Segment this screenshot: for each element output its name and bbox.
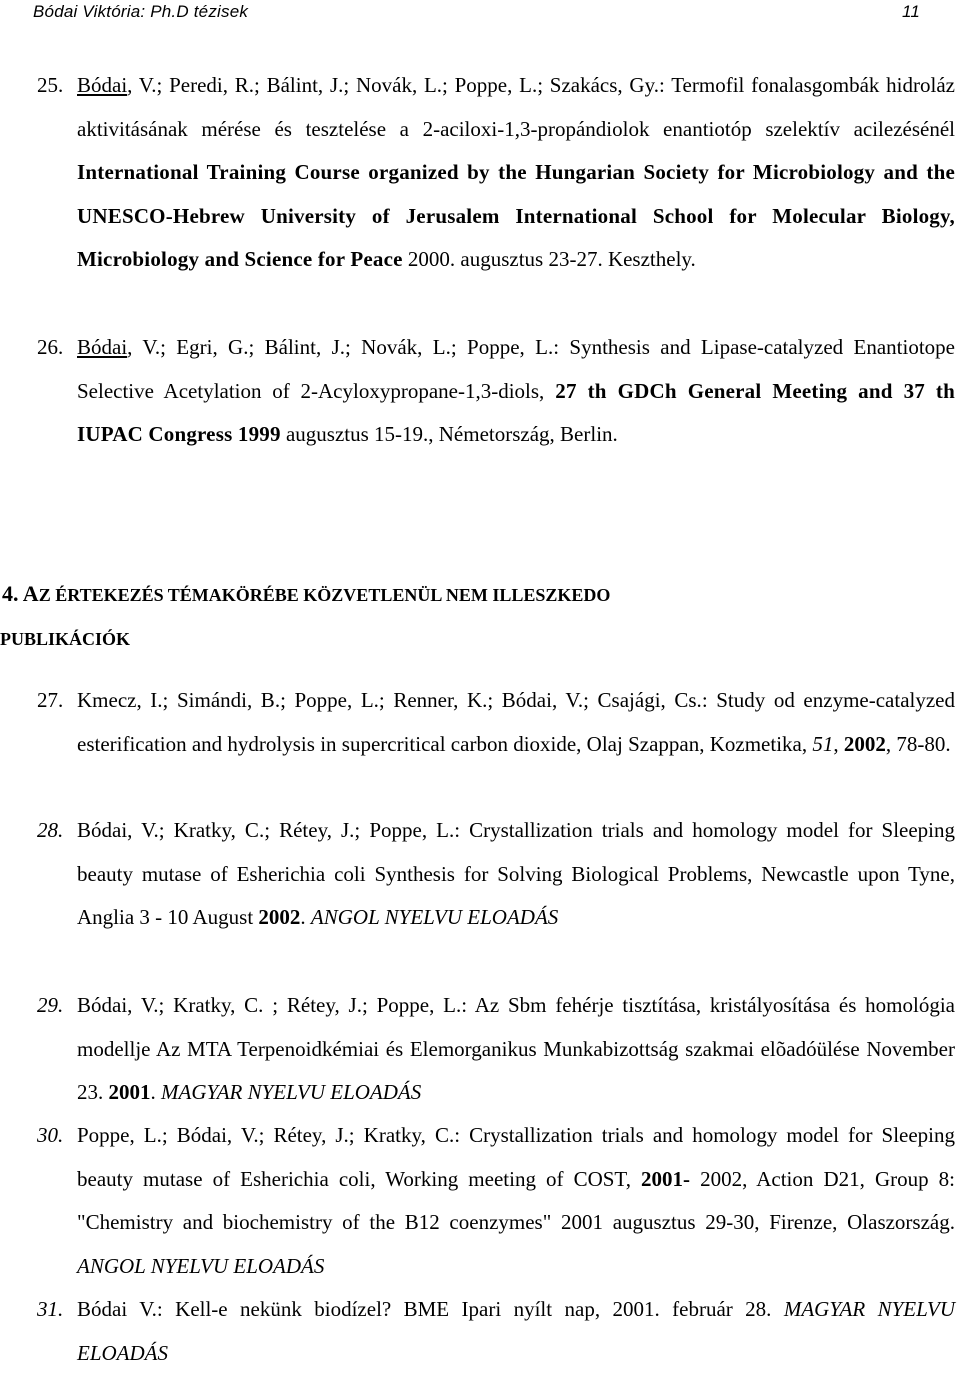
authors: , V.; Peredi, R.; Bálint, J.; Novák, L.; Poppe, L.; Szakács, Gy. — [127, 73, 659, 97]
entry-text: : Az Sbm fehérje tisztítása, kristályosítása és homológia modellje Az MTA Terpenoidkémiai és Elemorganikus Munkabizottság szakmai elõadóülése November 23. — [77, 993, 955, 1104]
entry-title: : Termofil fonalasgombák hidroláz aktivitásának mérése és tesztelése a 2-aciloxi-1,3-propándiolok enantiotóp szelektív acilezésénél — [77, 73, 955, 141]
authors: Bódai V. — [77, 1297, 157, 1321]
entry-title: : Synthesis and Lipase-catalyzed Enantiotope Selective Acetylation of 2-Acyloxypropane-1,3-diols, — [77, 335, 955, 403]
section-number: 4. — [2, 581, 23, 606]
entry-tail: 2000. augusztus 23-27. Keszthely. — [402, 247, 696, 271]
language-note: ANGOL NYELVU ELOADÁS — [310, 905, 559, 929]
entry-number: 28. — [37, 818, 64, 842]
entry-number: 29. — [37, 993, 64, 1017]
entry-tail: 2002, Action D21, Group 8: "Chemistry and biochemistry of the B12 coenzymes" 2001 augusztus 29-30, Firenze, Olaszország. — [77, 1166, 956, 1234]
year: 2002 — [843, 731, 886, 756]
entry-body — [77, 326, 955, 457]
entry-tail: . — [300, 905, 311, 929]
reference-entry — [37, 326, 955, 506]
author-underlined: Bódai — [77, 335, 128, 359]
author-underlined: Bódai — [77, 73, 128, 97]
publication-entry — [37, 809, 955, 985]
entry-venue: 27 th GDCh General Meeting and 37 th IUPAC Congress 1999 — [77, 378, 956, 446]
entry-body — [77, 64, 955, 282]
section-cap: A — [22, 581, 39, 606]
authors: Bódai, V.; Kratky, C.; Rétey, J.; Poppe, L. — [77, 818, 455, 842]
page-header — [33, 2, 920, 26]
entry-body — [77, 984, 955, 1115]
entry-body — [77, 1114, 955, 1288]
entry-tail: . — [150, 1080, 161, 1104]
entry-text: : Study od enzyme-catalyzed esterification and hydrolysis in supercritical carbon dioxide, Olaj Szappan, Kozmetika, — [77, 688, 955, 756]
entry-body — [77, 679, 955, 766]
entry-body — [77, 809, 955, 940]
entry-number: 31. — [37, 1297, 64, 1321]
authors: Kmecz, I.; Simándi, B.; Poppe, L.; Renner, K.; Bódai, V.; Csajági, Cs. — [77, 688, 702, 712]
entry-tail: , 78-80. — [885, 731, 951, 756]
entry-body — [77, 1288, 955, 1375]
header-title: Bódai Viktória: Ph.D tézisek — [33, 2, 249, 21]
entry-number: 30. — [37, 1123, 64, 1147]
entry-text: : Kell-e nekünk biodízel? BME Ipari nyílt nap, 2001. február 28. — [156, 1297, 784, 1321]
language-note: MAGYAR NYELVU ELOADÁS — [161, 1080, 422, 1104]
publication-entry — [37, 1114, 955, 1290]
publication-entry — [37, 984, 955, 1118]
authors: Poppe, L.; Bódai, V.; Rétey, J.; Kratky, C. — [77, 1123, 455, 1147]
reference-entry — [37, 64, 955, 324]
separator: , — [833, 731, 844, 756]
year: 2001- — [641, 1166, 691, 1191]
authors: Bódai, V.; Kratky, C. ; Rétey, J.; Poppe, L. — [77, 993, 462, 1017]
entry-number: 25. — [37, 73, 64, 97]
language-note: ANGOL NYELVU ELOADÁS — [77, 1253, 325, 1278]
publication-entry — [37, 1288, 955, 1365]
year: 2002 — [258, 905, 301, 929]
section-heading — [0, 572, 940, 661]
entry-tail: augusztus 15-19., Németország, Berlin. — [280, 422, 618, 446]
section-title-line2: PUBLIKÁCIÓK — [0, 629, 131, 649]
year: 2001 — [108, 1080, 151, 1104]
volume: 51 — [812, 731, 834, 756]
entry-number: 26. — [37, 335, 64, 359]
publication-entry — [37, 679, 955, 809]
entry-venue: International Training Course organized by the Hungarian Society for Microbiology and the UNESCO-Hebrew University of Jerusalem International School for Molecular Biology, Microbiology and Science for Peace — [77, 160, 955, 271]
entry-text: : Crystallization trials and homology model for Sleeping beauty mutase of Esherichia coli, Working meeting of COST, — [77, 1123, 955, 1191]
section-title: Z ÉRTEKEZÉS TÉMAKÖRÉBE KÖZVETLENÜL NEM ILLESZKEDO — [38, 585, 611, 605]
page-number: 11 — [901, 2, 920, 21]
authors: , V.; Egri, G.; Bálint, J.; Novák, L.; Poppe, L. — [127, 335, 554, 359]
language-note: MAGYAR NYELVU ELOADÁS — [77, 1297, 955, 1365]
entry-text: : Crystallization trials and homology model for Sleeping beauty mutase of Esherichia coli Synthesis for Solving Biological Problems, Newcastle upon Tyne, Anglia 3 - 10 August — [77, 818, 955, 929]
entry-number: 27. — [37, 688, 64, 712]
